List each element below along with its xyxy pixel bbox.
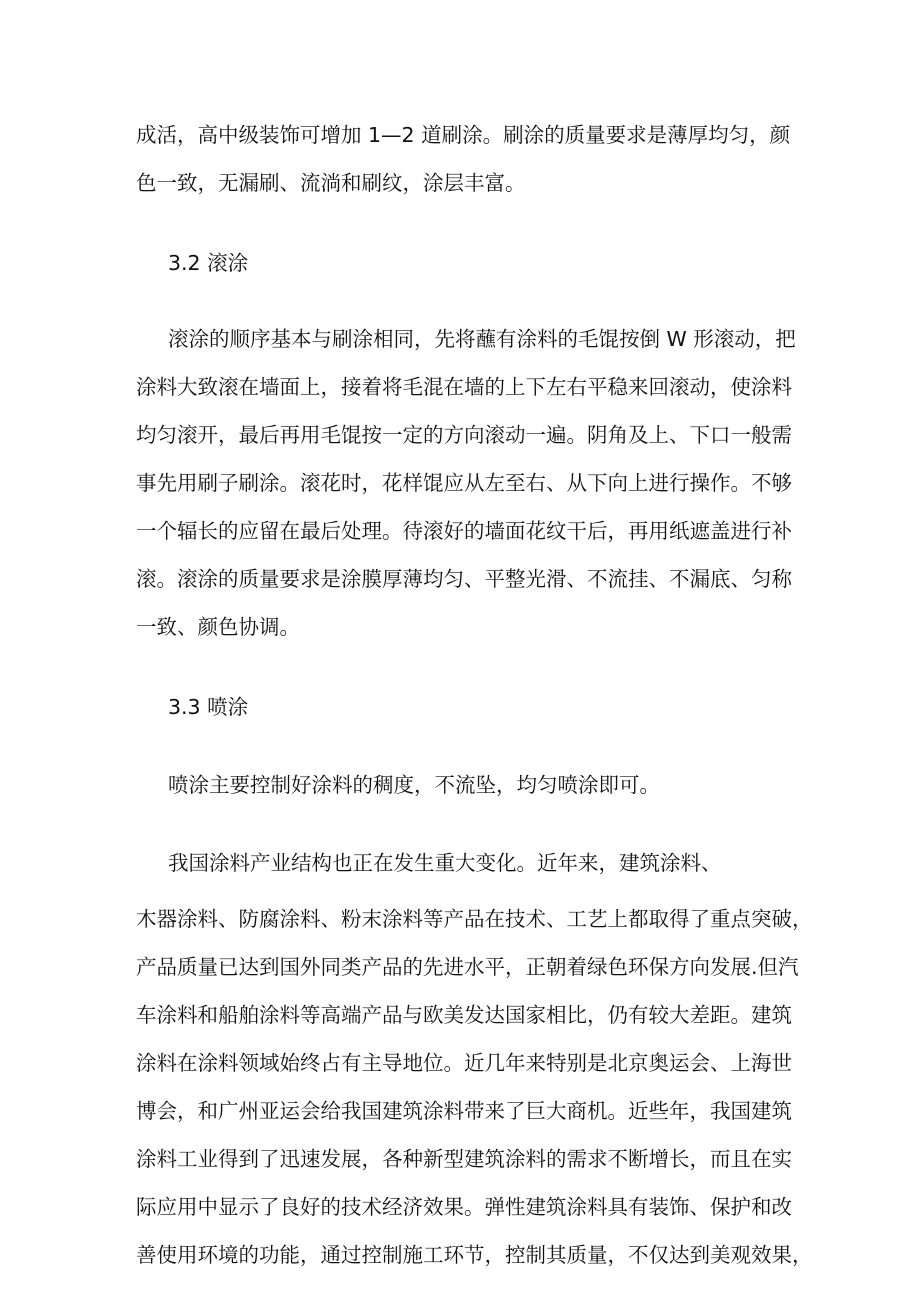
text-line: 涂料在涂料领域始终占有主导地位。近几年来特别是北京奥运会、上海世 [136,1051,792,1075]
text-line: 喷涂主要控制好涂料的稠度，不流坠，均匀喷涂即可。 [168,773,660,797]
paragraph-roll-coating [136,315,796,651]
text-line: 一致、颜色协调。 [136,615,300,639]
paragraph-industry-detail [136,895,813,1279]
text-line: 产品质量已达到国外同类产品的先进水平，正朝着绿色环保方向发展.但汽 [136,955,799,979]
text-line: 一个辐长的应留在最后处理。待滚好的墙面花纹干后，再用纸遮盖进行补 [136,519,792,543]
text-line: 博会，和广州亚运会给我国建筑涂料带来了巨大商机。近些年，我国建筑 [136,1099,792,1123]
text-line: 我国涂料产业结构也正在发生重大变化。近年来，建筑涂料、 [168,851,722,875]
paragraph-industry-intro [136,839,786,887]
paragraph-brush-quality [136,111,791,207]
text-line: 色一致，无漏刷、流淌和刷纹，涂层丰富。 [136,171,526,195]
text-line: 涂料大致滚在墙面上，接着将毛混在墙的上下左右平稳来回滚动，使涂料 [136,375,792,399]
text-line: 涂料工业得到了迅速发展，各种新型建筑涂料的需求不断增长，而且在实 [136,1147,792,1171]
text-line: 滚。滚涂的质量要求是涂膜厚薄均匀、平整光滑、不流挂、不漏底、匀称 [136,567,792,591]
text-line: 际应用中显示了良好的技术经济效果。弹性建筑涂料具有装饰、保护和改 [136,1195,792,1219]
text-line: 滚涂的顺序基本与刷涂相同，先将蘸有涂料的毛馄按倒 W 形滚动，把 [168,327,796,351]
text-line: 木器涂料、防腐涂料、粉末涂料等产品在技术、工艺上都取得了重点突破， [136,907,813,931]
section-heading-3-2: 3.2 滚涂 [168,251,249,275]
text-line: 成活，高中级装饰可增加 1—2 道刷涂。刷涂的质量要求是薄厚均匀，颜 [136,123,791,147]
section-heading-3-3: 3.3 喷涂 [168,695,249,719]
text-line: 车涂料和船舶涂料等高端产品与欧美发达国家相比，仍有较大差距。建筑 [136,1003,792,1027]
text-line: 善使用环境的功能，通过控制施工环节，控制其质量，不仅达到美观效果， [136,1243,813,1267]
text-line: 事先用刷子刷涂。滚花时，花样馄应从左至右、从下向上进行操作。不够 [136,471,792,495]
text-line: 均匀滚开，最后再用毛馄按一定的方向滚动一遍。阴角及上、下口一般需 [136,423,792,447]
paragraph-spray-coating [136,761,786,809]
